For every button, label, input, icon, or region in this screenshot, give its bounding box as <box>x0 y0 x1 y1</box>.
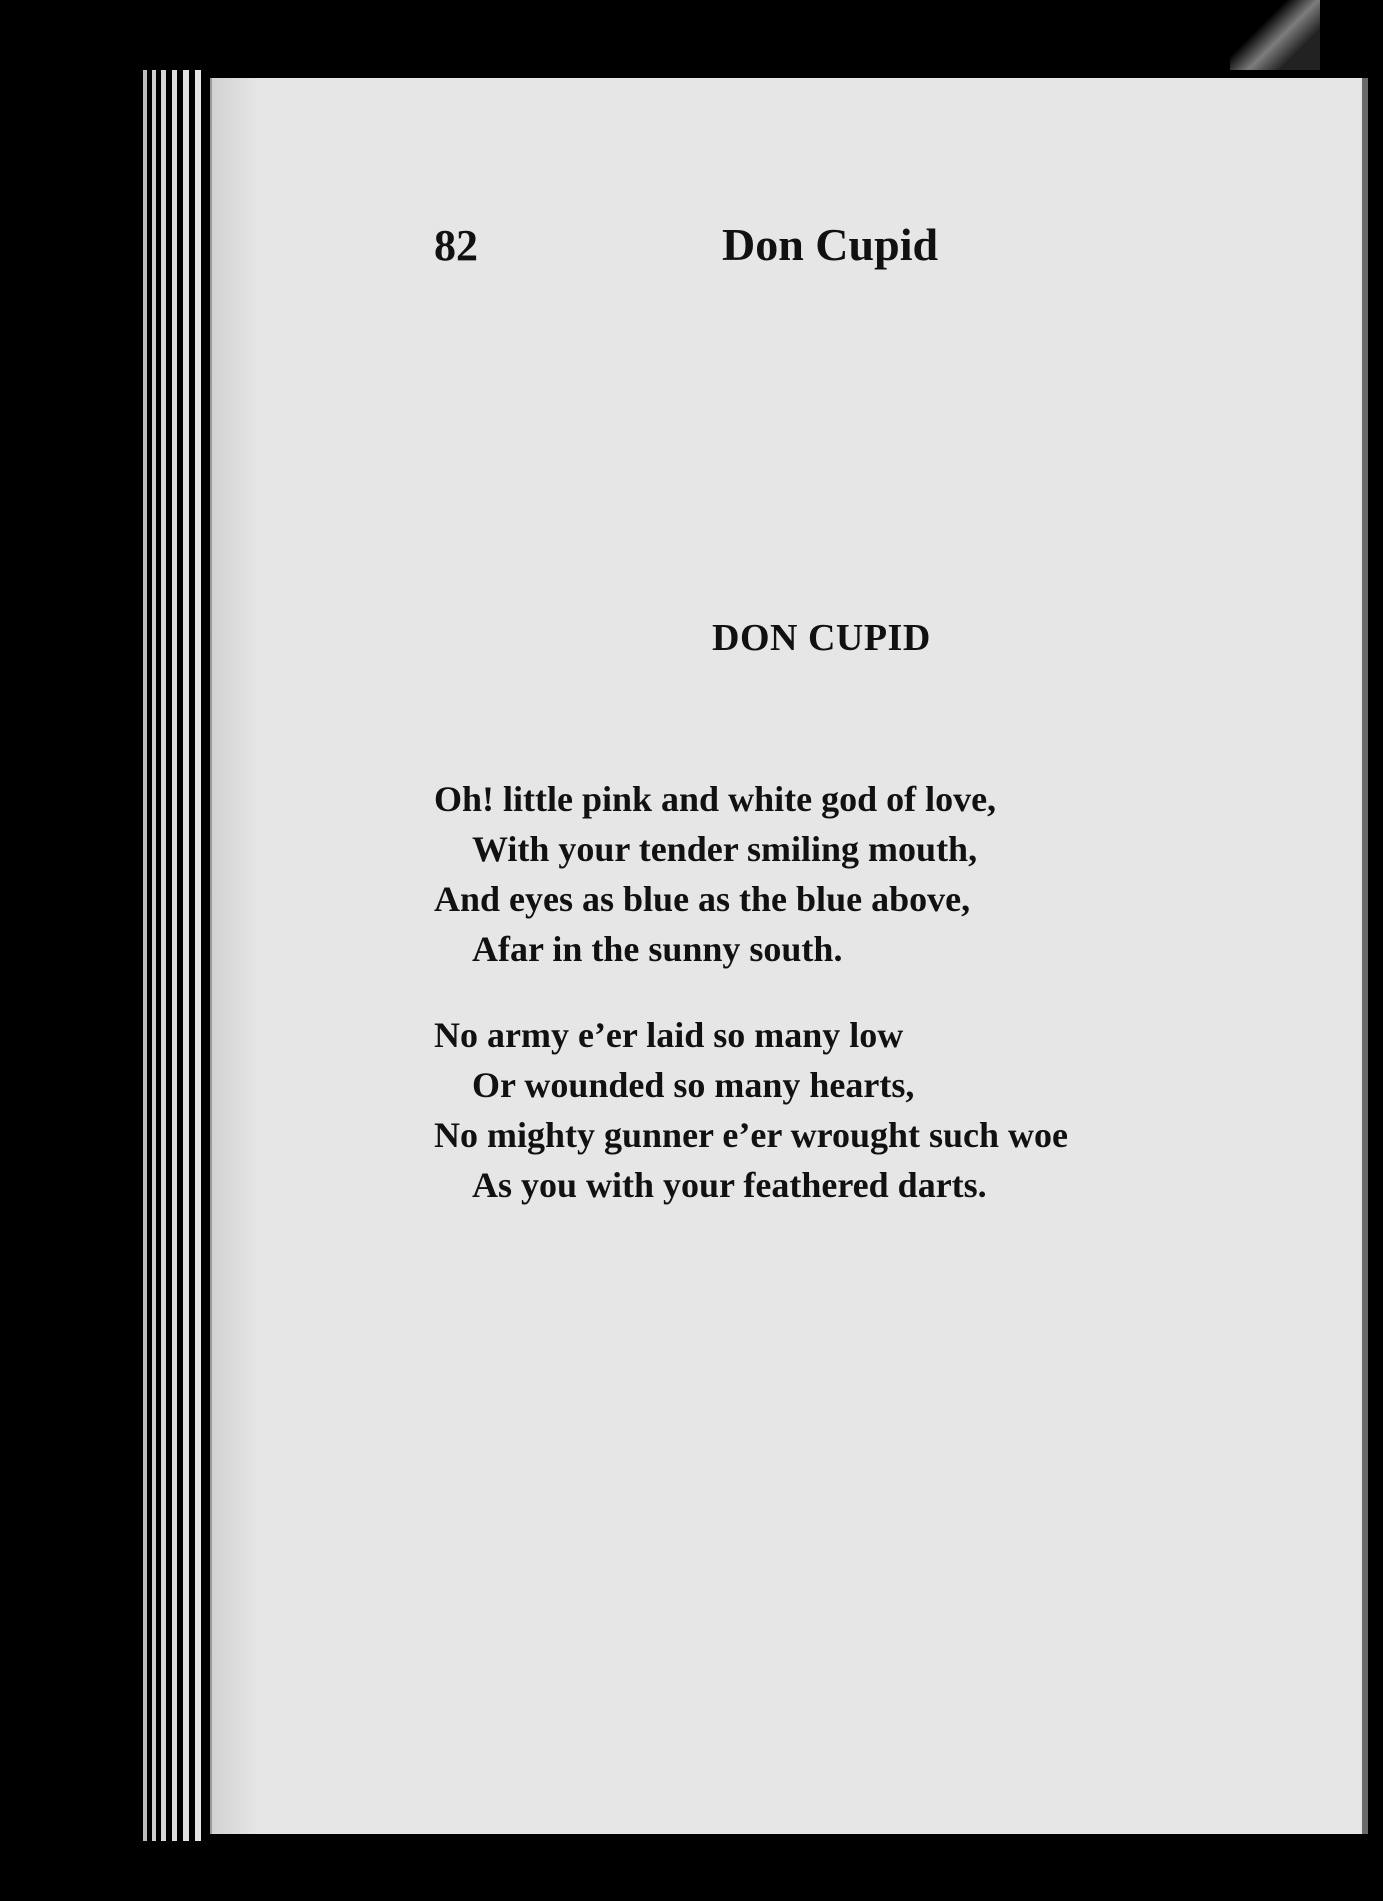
book-edge <box>195 70 201 1841</box>
page-number: 82 <box>434 221 478 270</box>
gutter-shadow <box>212 78 258 1834</box>
book-edge <box>152 70 156 1841</box>
book-edge <box>143 70 147 1841</box>
poem-line: As you with your feathered darts. <box>472 1165 987 1205</box>
scan-corner-mark <box>1230 0 1320 70</box>
poem-title: DON CUPID <box>712 617 931 659</box>
poem-line: No mighty gunner e’er wrought such woe <box>434 1115 1069 1155</box>
poem-stanza <box>434 774 996 974</box>
poem-line: No army e’er laid so many low <box>434 1015 904 1055</box>
poem-line: Oh! little pink and white god of love, <box>434 779 997 819</box>
poem-line: With your tender smiling mouth, <box>472 829 978 869</box>
poem-line: Afar in the sunny south. <box>472 929 843 969</box>
book-edge <box>161 70 166 1841</box>
book-page <box>210 78 1362 1834</box>
poem-stanza <box>434 1010 1068 1210</box>
poem-line: Or wounded so many hearts, <box>472 1065 915 1105</box>
book-edge <box>183 70 189 1841</box>
running-head: Don Cupid <box>722 219 939 270</box>
page-right-edge <box>1362 78 1368 1834</box>
book-edge <box>172 70 177 1841</box>
poem-line: And eyes as blue as the blue above, <box>434 879 971 919</box>
